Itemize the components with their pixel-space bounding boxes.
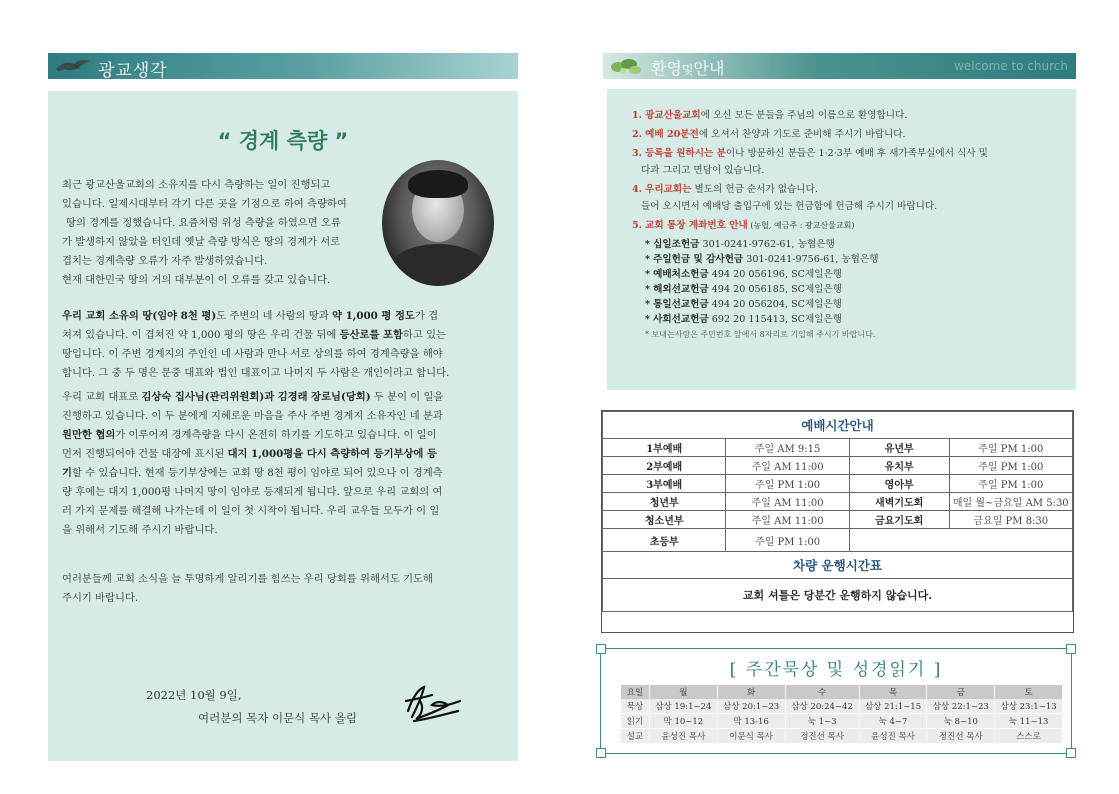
- article-title: “ 경계 측량 ”: [217, 129, 349, 153]
- account-item: * 사회선교헌금 692 20 115413, SC제일은행: [645, 314, 843, 325]
- account-item: * 해외선교헌금 494 20 056185, SC제일은행: [645, 284, 843, 295]
- notice-4: 4. 우리교회는 별도의 헌금 순서가 없습니다.: [632, 184, 818, 195]
- pastor-photo: [382, 160, 494, 286]
- account-note: * 보내는사람은 주민번호 앞에서 8자리로 기입해 주시기 바랍니다.: [645, 330, 876, 339]
- weekly-meditation-box: [600, 648, 1072, 754]
- bird-icon: [54, 57, 92, 75]
- table-row: 1부예배 주일 AM 9:15 유년부 주일 PM 1:00: [603, 439, 1073, 457]
- left-header-bar: [48, 53, 518, 79]
- schedule-table: [602, 411, 1073, 612]
- table-row: 2부예배 주일 AM 11:00 유치부 주일 PM 1:00: [603, 457, 1073, 475]
- letter-date: 2022년 10월 9일,: [146, 688, 242, 702]
- account-item: * 예배처소헌금 494 20 056196, SC제일은행: [645, 269, 843, 280]
- table-row: 읽기 막 10~12 막 13-16 눅 1~3 눅 4~7 눅 8~10 눅 11~13: [621, 714, 1063, 729]
- leaf-icon: [609, 56, 643, 76]
- table-row: 3부예배 주일 PM 1:00 영아부 주일 PM 1:00: [603, 475, 1073, 493]
- paragraph-3: 우리 교회 대표로 김상숙 집사님(관리위원회)과 김경래 장로님(당회) 두 분이 이 일을 진행하고 있습니다. 이 두 분에게 지혜로운 마음을 주사 주변 경계지 소유자인 네 분과 원만한 협의가 이루어져 경계측량을 다시 온전히 하기를 기도하고 있습니다. 이 일이 먼저 진행되어야 건물 대장에 표시된 대지 1,000평을 다시 측량하여 등기부상에 등 기할 수 있습니다. 현재 등기부상에는 교회 땅 8천 평이 임야로 되어 있으나 이 경계측 량 후에는 대지 1,000평 나머지 땅이 임야로 등재되게 됩니다. 앞으로 우리 교회의 여 러 가지 문제를 해결해 나가는데 이 일이 첫 시작이 됩니다. 우리 교우들 모두가 이 일 을 위해서 기도해 주시기 바랍니다.: [62, 391, 444, 536]
- worship-schedule: [601, 410, 1074, 633]
- notice-3-cont: 다과 그리고 면담이 있습니다.: [641, 165, 765, 176]
- letter-signoff: 여러분의 목자 이문식 목사 올림: [198, 711, 358, 725]
- vehicle-title: 차량 운행시간표: [603, 552, 1073, 579]
- table-row: 묵상 삼상 19:1~24 삼상 20:1~23 삼상 20:24~42 삼상 21:1~15 삼상 22:1~23 삼상 23:1~13: [621, 699, 1063, 714]
- paragraph-4: 여러분들께 교회 소식을 늘 투명하게 알리기를 힘쓰는 우리 당회를 위해서도 기도해 주시기 바랍니다.: [62, 573, 433, 604]
- notice-4-cont: 들어 오시면서 예배당 출입구에 있는 헌금함에 헌금해 주시기 바랍니다.: [641, 201, 938, 212]
- meditation-table: [621, 685, 1063, 744]
- table-row: 초등부 주일 PM 1:00: [603, 529, 1073, 552]
- right-header-title: 환영및안내: [651, 59, 725, 78]
- left-content-panel: [48, 91, 518, 761]
- paragraph-1: 최근 광교산울교회의 소유지를 다시 측량하는 일이 진행되고 있습니다. 일제시대부터 각기 다른 곳을 기점으로 하여 측량하여 땅의 경계를 정했습니다. 요즘처럼 위성 측량을 하였으면 오류 가 발생하지 않았을 터인데 옛날 측량 방식은 땅의 경계가 서로 겹치는 경계측량 오류가 자주 발생하였습니다. 현재 대한민국 땅의 거의 대부분이 이 오류를 갖고 있습니다.: [62, 179, 347, 286]
- vehicle-note: 교회 셔틀은 당분간 운행하지 않습니다.: [603, 579, 1073, 612]
- schedule-title: 예배시간안내: [603, 412, 1073, 439]
- left-header-title: 광교생각: [98, 61, 168, 81]
- right-header-english: welcome to church: [954, 59, 1068, 73]
- table-row: 설교 윤성진 목사 이문식 목사 정진선 목사 윤성진 목사 정진선 목사 스스로: [621, 729, 1063, 744]
- notice-5: 5. 교회 통장 계좌번호 안내 (농협, 예금주 : 광교산울교회): [632, 220, 855, 231]
- account-item: * 통일선교헌금 494 20 056204, SC제일은행: [645, 299, 843, 310]
- notice-1: 1. 광교산울교회에 오신 모든 분들을 주님의 이름으로 환영합니다.: [632, 110, 908, 121]
- meditation-title: [ 주간묵상 및 성경읽기 ]: [729, 660, 943, 680]
- account-item: * 십일조헌금 301-0241-9762-61, 농협은행: [645, 239, 835, 250]
- notice-2: 2. 예배 20분전에 오셔서 찬양과 기도로 준비해 주시기 바랍니다.: [632, 129, 906, 140]
- table-row: 청소년부 주일 AM 11:00 금요기도회 금요일 PM 8:30: [603, 511, 1073, 529]
- handwritten-signature: [402, 671, 464, 727]
- paragraph-2: 우리 교회 소유의 땅(임야 8천 평)도 주변의 네 사람의 땅과 약 1,000 평 정도가 겹 쳐져 있습니다. 이 겹쳐진 약 1,000 평의 땅은 우리 건물 뒤에 등산로를 포함하고 있는 땅입니다. 이 주변 경계지의 주인인 네 사람과 만나 서로 상의를 하여 경계측량을 해야 합니다. 그 중 두 명은 문중 대표와 법인 대표이고 나머지 두 사람은 개인이라고 합니다.: [62, 310, 450, 379]
- right-header-bar: [603, 53, 1076, 79]
- notice-panel: [607, 89, 1076, 390]
- table-row: 요일 월 화 수 목 금 토: [621, 685, 1063, 699]
- notice-3: 3. 등록을 원하시는 분이나 방문하신 분들은 1·2·3부 예배 후 새가족부실에서 식사 및: [632, 148, 988, 159]
- table-row: 청년부 주일 AM 11:00 새벽기도회 매일 월~금요일 AM 5:30: [603, 493, 1073, 511]
- account-item: * 주일헌금 및 감사헌금 301-0241-9756-61, 농협은행: [645, 254, 879, 265]
